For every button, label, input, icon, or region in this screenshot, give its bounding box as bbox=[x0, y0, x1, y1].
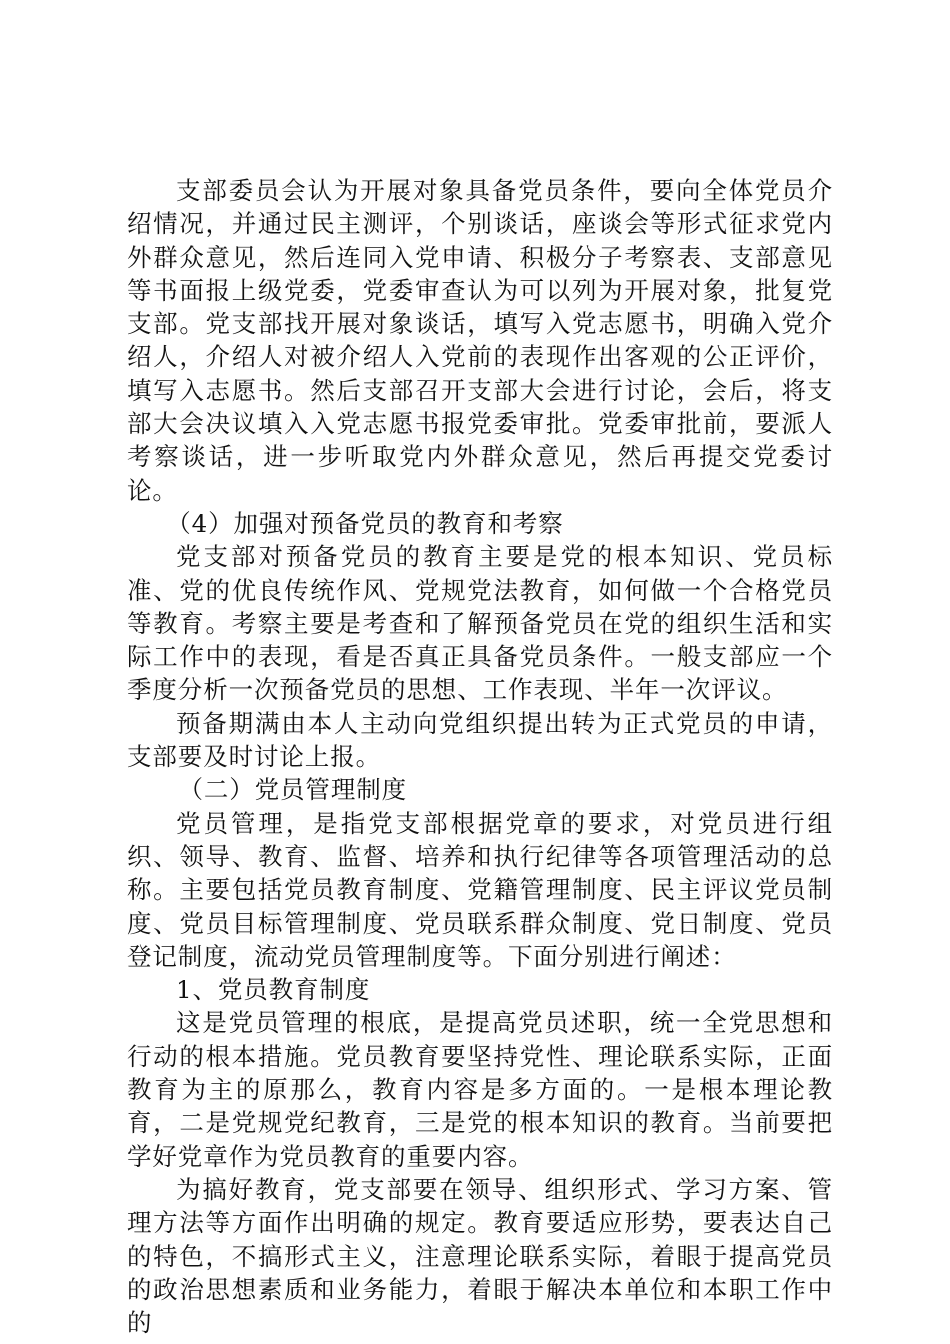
paragraph-probationary-education: 党支部对预备党员的教育主要是党的根本知识、党员标准、党的优良传统作风、党规党法教育，如何做一个合格党员等教育。考察主要是考查和了解预备党员在党的组织生活和实际工作中的表现，看是否真正具备党员条件。一般支部应一个季度分析一次预备党员的思想、工作表现、半年一次评议。 bbox=[127, 542, 833, 705]
document-body bbox=[127, 174, 833, 1339]
heading-member-education-system: 1、党员教育制度 bbox=[176, 975, 371, 1005]
heading-probationary-education: （4）加强对预备党员的教育和考察 bbox=[166, 508, 564, 538]
paragraph-development-targets: 支部委员会认为开展对象具备党员条件，要向全体党员介绍情况，并通过民主测评，个别谈话，座谈会等形式征求党内外群众意见，然后连同入党申请、积极分子考察表、支部意见等书面报上级党委，党委审查认为可以列为开展对象，批复党支部。党支部找开展对象谈话，填写入党志愿书，明确入党介绍人，介绍人对被介绍人入党前的表现作出客观的公正评价，填写入志愿书。然后支部召开支部大会进行讨论，会后，将支部大会决议填入入党志愿书报党委审批。党委审批前，要派人考察谈话，进一步听取党内外群众意见，然后再提交党委讨论。 bbox=[127, 176, 833, 505]
paragraph-probation-end: 预备期满由本人主动向党组织提出转为正式党员的申请，支部要及时讨论上报。 bbox=[127, 708, 833, 772]
paragraph-member-management: 党员管理，是指党支部根据党章的要求，对党员进行组织、领导、教育、监督、培养和执行纪律等各项管理活动的总称。主要包括党员教育制度、党籍管理制度、民主评议党员制度、党员目标管理制度、党员联系群众制度、党日制度、党员登记制度，流动党员管理制度等。下面分别进行阐述： bbox=[127, 808, 833, 971]
paragraph-member-education-basis: 这是党员管理的根底，是提高党员述职，统一全党思想和行动的根本措施。党员教育要坚持党性、理论联系实际，正面教育为主的原那么，教育内容是多方面的。一是根本理论教育，二是党规党纪教育，三是党的根本知识的教育。当前要把学好党章作为党员教育的重要内容。 bbox=[127, 1008, 833, 1171]
heading-member-management: （二）党员管理制度 bbox=[178, 775, 408, 805]
paragraph-education-organization: 为搞好教育，党支部要在领导、组织形式、学习方案、管理方法等方面作出明确的规定。教育要适应形势，要表达自己的特色，不搞形式主义，注意理论联系实际，着眼于提高党员的政治思想素质和业务能力，着眼于解决本单位和本职工作中的 bbox=[127, 1174, 833, 1338]
